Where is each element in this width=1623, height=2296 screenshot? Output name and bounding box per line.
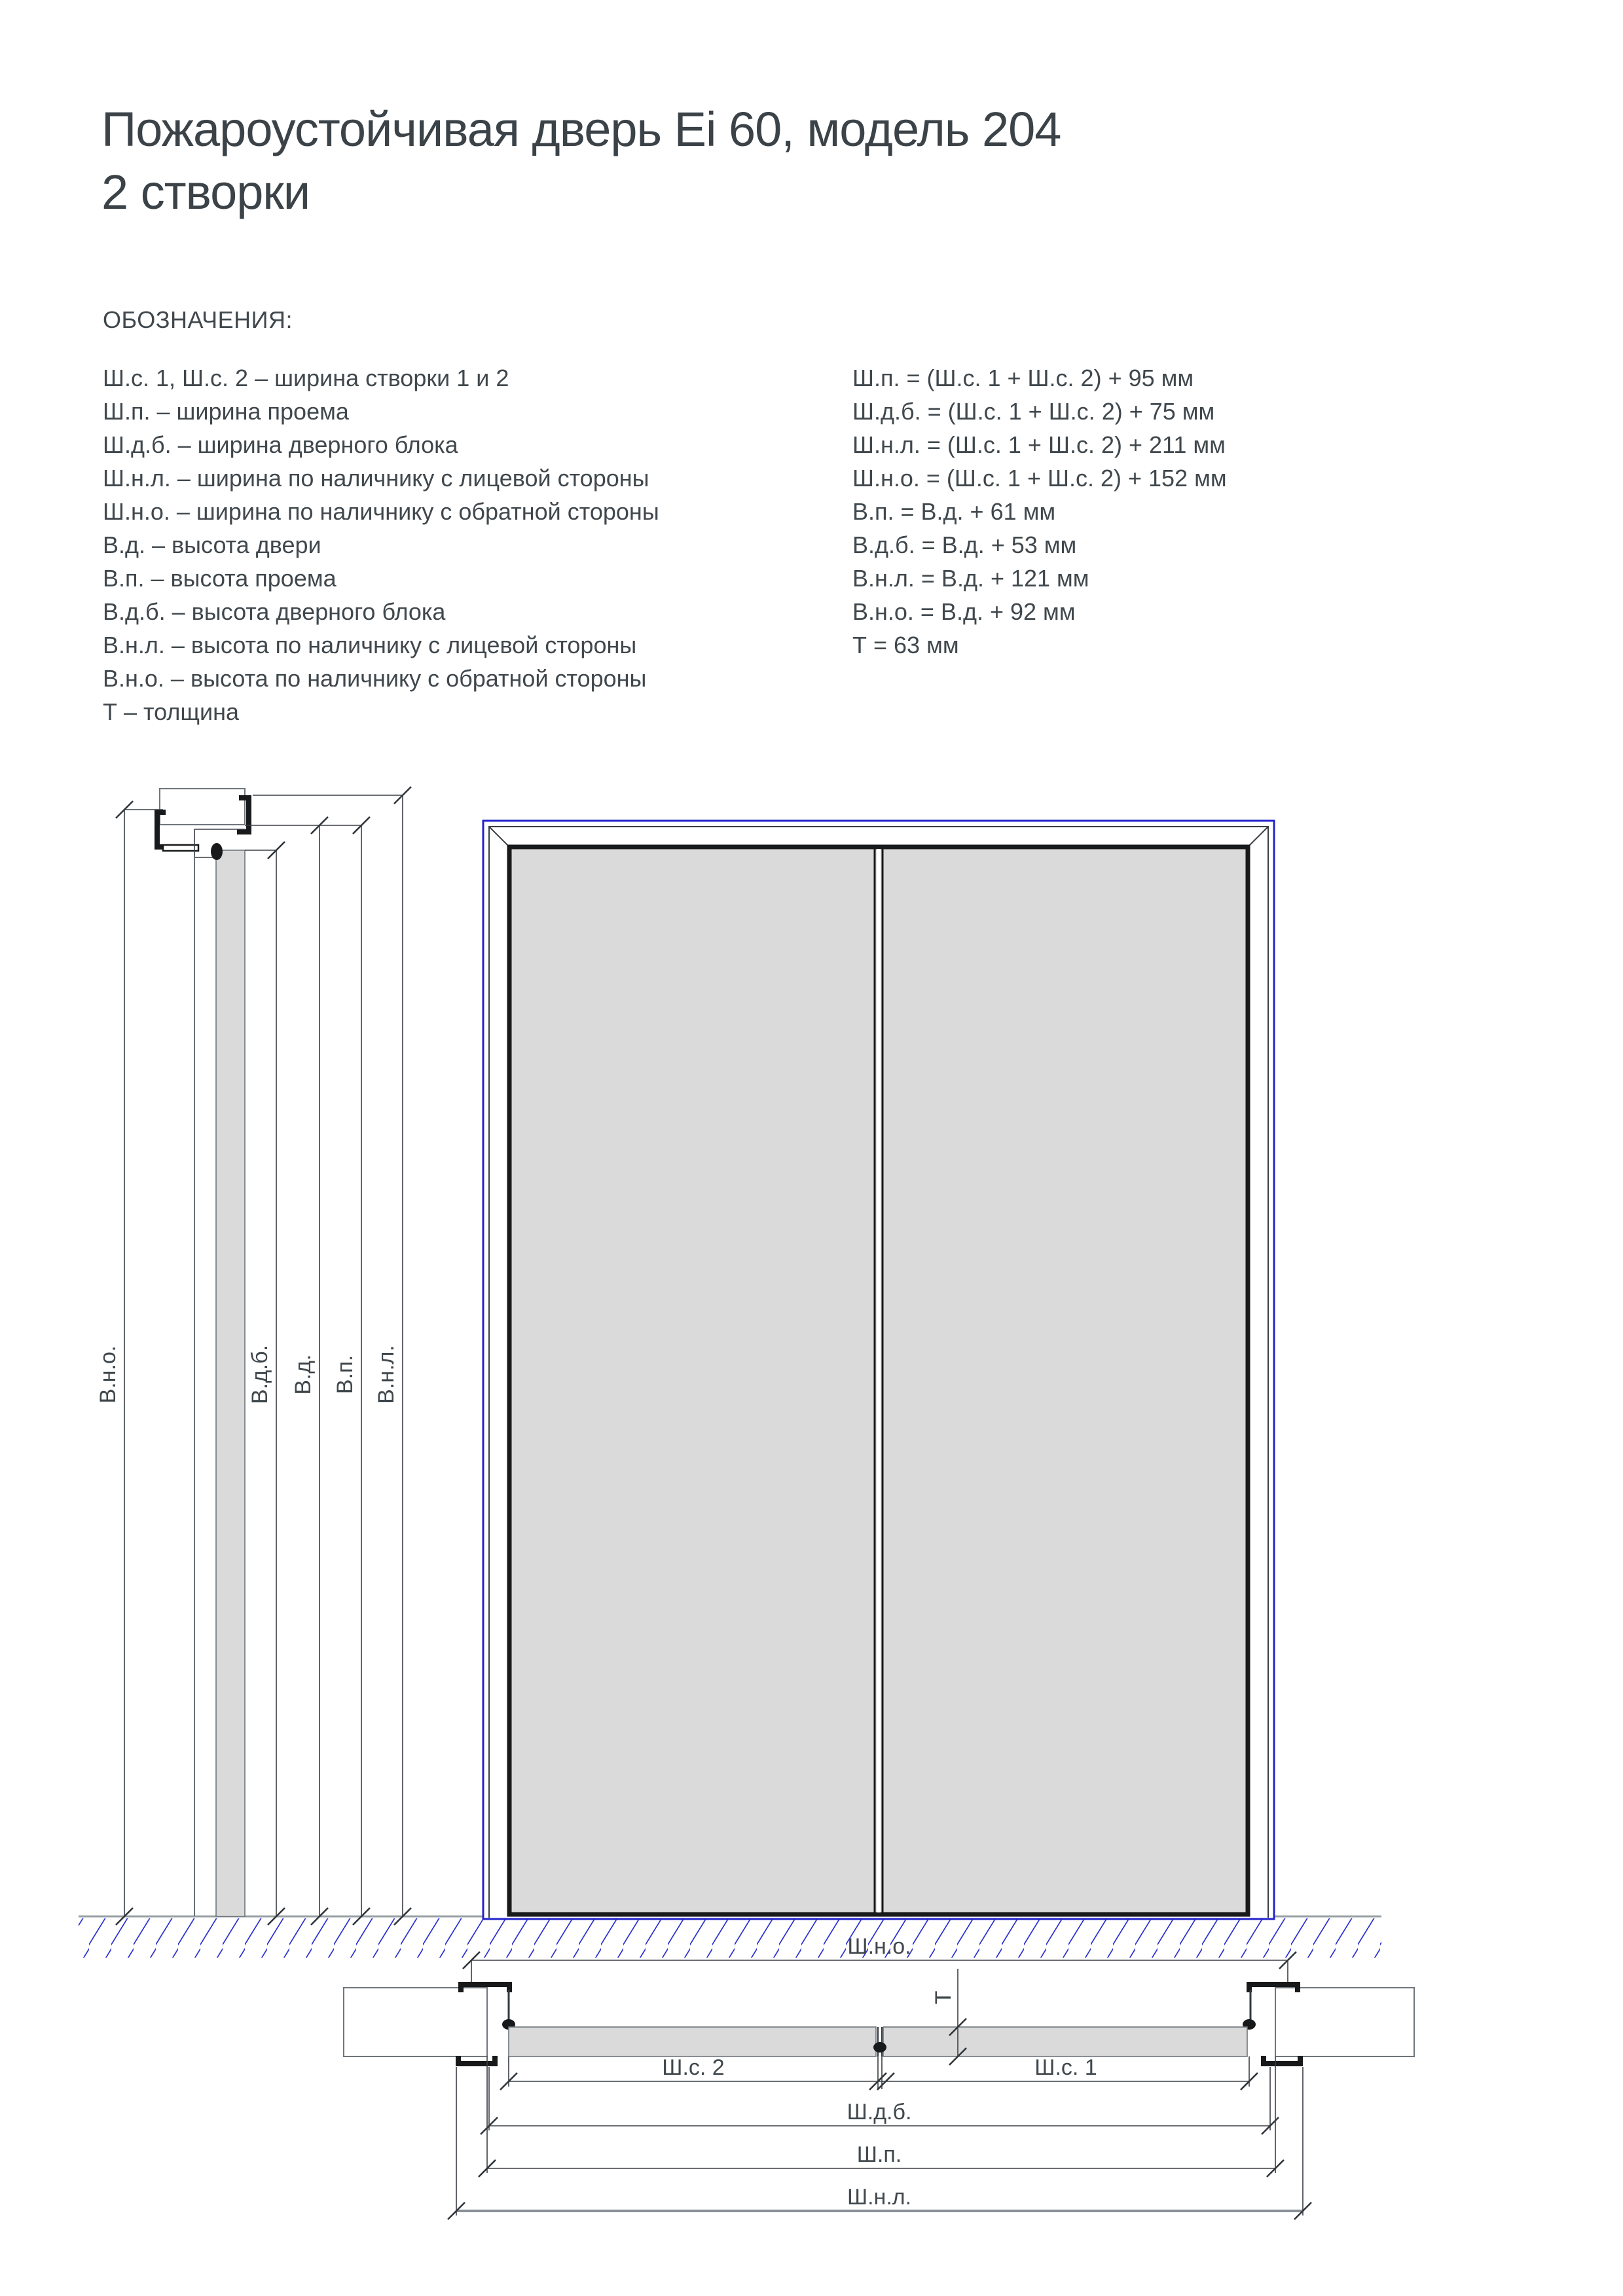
floor-hatch (79, 1918, 1381, 1958)
legend-formula: Ш.д.б. = (Ш.с. 1 + Ш.с. 2) + 75 мм (852, 398, 1215, 425)
legend-def: В.п. – высота проема (103, 565, 337, 592)
frame-profile-back (157, 812, 168, 847)
leaf-gap (877, 849, 881, 1912)
dim-label-shp: Ш.п. (856, 2142, 902, 2167)
dim-label-vnl: В.н.л. (374, 1345, 399, 1404)
leaf1-plan (883, 2027, 1247, 2056)
legend-formula: Ш.н.о. = (Ш.с. 1 + Ш.с. 2) + 152 мм (852, 465, 1227, 492)
vertical-section-view (96, 787, 411, 1925)
legend-formula: Ш.п. = (Ш.с. 1 + Ш.с. 2) + 95 мм (852, 365, 1194, 391)
legend-formula: Ш.н.л. = (Ш.с. 1 + Ш.с. 2) + 211 мм (852, 431, 1226, 458)
wall-plan-left (344, 1988, 487, 2056)
legend-formula: Т = 63 мм (852, 632, 959, 658)
legend-def: Ш.п. – ширина проема (103, 398, 349, 425)
frame-profile-front (237, 798, 249, 832)
page-title-line2: 2 створки (101, 165, 310, 220)
frame-soffit (163, 845, 198, 851)
top-seal (211, 843, 223, 860)
legend-def: В.д. – высота двери (103, 531, 321, 558)
leaf2-plan (509, 2027, 876, 2056)
floor-line (79, 1916, 1381, 1958)
dim-label-vd: В.д. (291, 1354, 316, 1395)
legend-formula: В.н.о. = В.д. + 92 мм (852, 598, 1076, 625)
legend-def: Т – толщина (103, 698, 239, 725)
width-dimension-lines (448, 1952, 1311, 2219)
page-title-line1: Пожароустойчивая дверь Ei 60, модель 204 (101, 102, 1061, 156)
legend-def: Ш.н.л. – ширина по наличнику с лицевой стороны (103, 465, 649, 492)
dim-label-shs1: Ш.с. 1 (1034, 2055, 1097, 2080)
dim-label-shnl: Ш.н.л. (847, 2185, 912, 2210)
legend-def: Ш.д.б. – ширина дверного блока (103, 431, 458, 458)
wall-plan-right (1275, 1988, 1414, 2056)
legend-def: Ш.с. 1, Ш.с. 2 – ширина створки 1 и 2 (103, 365, 509, 391)
legend-heading: ОБОЗНАЧЕНИЯ: (103, 306, 293, 333)
door-leaf-section (216, 850, 245, 1916)
lintel-wall-section (160, 789, 245, 825)
dim-label-t: Т (931, 1990, 956, 2005)
legend-formula: В.д.б. = В.д. + 53 мм (852, 531, 1077, 558)
dim-label-vp: В.п. (333, 1355, 357, 1394)
legend-def: В.н.о. – высота по наличнику с обратной стороны (103, 665, 647, 692)
legend-formula: В.н.л. = В.д. + 121 мм (852, 565, 1089, 592)
legend-def: Ш.н.о. – ширина по наличнику с обратной стороны (103, 498, 659, 525)
dim-label-shdb: Ш.д.б. (847, 2100, 912, 2125)
hinge-pins (509, 1990, 1250, 2020)
dim-label-vdb: В.д.б. (247, 1344, 272, 1405)
dim-label-shno: Ш.н.о. (847, 1934, 911, 1959)
legend-formula: В.п. = В.д. + 61 мм (852, 498, 1056, 525)
meeting-seal (873, 2042, 886, 2053)
legend-def: В.н.л. – высота по наличнику с лицевой стороны (103, 632, 637, 658)
plan-section-view (344, 1934, 1414, 2219)
dim-label-vno: В.н.о. (96, 1345, 120, 1404)
dim-label-shs2: Ш.с. 2 (662, 2055, 725, 2080)
legend-def: В.д.б. – высота дверного блока (103, 598, 446, 625)
front-elevation-view (483, 821, 1274, 1919)
